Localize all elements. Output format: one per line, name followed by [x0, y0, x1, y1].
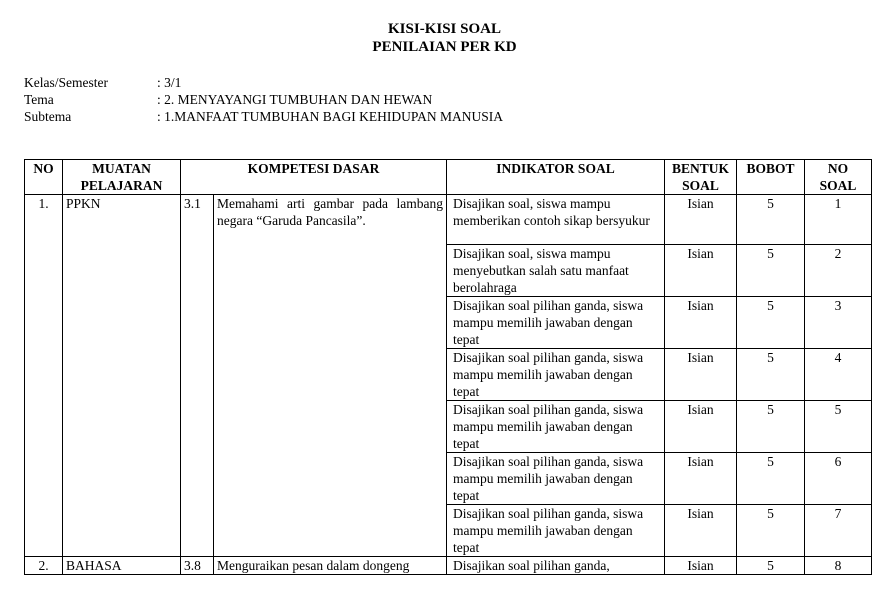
cell-kd-code: 3.8 — [181, 557, 214, 575]
header-kompetensi: KOMPETESI DASAR — [181, 160, 447, 195]
cell-bentuk: Isian — [665, 557, 737, 575]
cell-no-soal: 4 — [805, 349, 872, 401]
cell-bobot: 5 — [737, 349, 805, 401]
cell-bentuk: Isian — [665, 453, 737, 505]
header-bentuk: BENTUK SOAL — [665, 160, 737, 195]
cell-indikator: Disajikan soal, siswa mampu memberikan contoh sikap bersyukur — [447, 195, 665, 245]
cell-indikator: Disajikan soal, siswa mampu menyebutkan salah satu manfaat berolahraga — [447, 245, 665, 297]
cell-bobot: 5 — [737, 557, 805, 575]
cell-no-soal: 1 — [805, 195, 872, 245]
cell-indikator: Disajikan soal pilihan ganda, siswa mampu memilih jawaban dengan tepat — [447, 401, 665, 453]
meta-block — [24, 74, 503, 125]
meta-value: : 3/1 — [157, 75, 182, 90]
header-no-soal: NO SOAL — [805, 160, 872, 195]
cell-no-soal: 5 — [805, 401, 872, 453]
meta-label: Tema — [24, 92, 54, 107]
table-row — [25, 557, 872, 575]
cell-kd-text: Memahami arti gambar pada lambang negara “Garuda Pancasila”. — [214, 195, 447, 557]
header-no: NO — [25, 160, 63, 195]
cell-indikator: Disajikan soal pilihan ganda, siswa mampu memilih jawaban dengan tepat — [447, 505, 665, 557]
cell-bobot: 5 — [737, 401, 805, 453]
document-subtitle: PENILAIAN PER KD — [372, 39, 517, 55]
header-bobot: BOBOT — [737, 160, 805, 195]
cell-indikator: Disajikan soal pilihan ganda, siswa mampu memilih jawaban dengan tepat — [447, 297, 665, 349]
cell-bentuk: Isian — [665, 297, 737, 349]
cell-bentuk: Isian — [665, 245, 737, 297]
cell-kd-code: 3.1 — [181, 195, 214, 557]
cell-no-soal: 6 — [805, 453, 872, 505]
meta-label: Subtema — [24, 109, 72, 124]
header-muatan: MUATAN PELAJARAN — [63, 160, 181, 195]
cell-bobot: 5 — [737, 297, 805, 349]
cell-muatan: BAHASA — [63, 557, 181, 575]
cell-bentuk: Isian — [665, 349, 737, 401]
header-indikator: INDIKATOR SOAL — [447, 160, 665, 195]
cell-indikator: Disajikan soal pilihan ganda, — [447, 557, 665, 575]
cell-no-soal: 3 — [805, 297, 872, 349]
meta-row-kelas — [24, 74, 503, 91]
cell-no-soal: 8 — [805, 557, 872, 575]
cell-bobot: 5 — [737, 453, 805, 505]
cell-bentuk: Isian — [665, 505, 737, 557]
cell-bentuk: Isian — [665, 401, 737, 453]
cell-muatan: PPKN — [63, 195, 181, 557]
meta-label: Kelas/Semester — [24, 75, 108, 90]
cell-bobot: 5 — [737, 505, 805, 557]
table-header-row — [25, 160, 872, 195]
cell-no-soal: 2 — [805, 245, 872, 297]
meta-row-subtema — [24, 108, 503, 125]
cell-no: 1. — [25, 195, 63, 557]
cell-indikator: Disajikan soal pilihan ganda, siswa mampu memilih jawaban dengan tepat — [447, 453, 665, 505]
cell-bobot: 5 — [737, 195, 805, 245]
meta-value: : 2. MENYAYANGI TUMBUHAN DAN HEWAN — [157, 92, 433, 107]
cell-kd-text: Menguraikan pesan dalam dongeng — [214, 557, 447, 575]
cell-no-soal: 7 — [805, 505, 872, 557]
cell-no: 2. — [25, 557, 63, 575]
kisi-kisi-table — [24, 159, 872, 575]
meta-value: : 1.MANFAAT TUMBUHAN BAGI KEHIDUPAN MANUSIA — [157, 109, 504, 124]
document-title: KISI-KISI SOAL — [388, 21, 501, 37]
cell-indikator: Disajikan soal pilihan ganda, siswa mampu memilih jawaban dengan tepat — [447, 349, 665, 401]
cell-bobot: 5 — [737, 245, 805, 297]
cell-bentuk: Isian — [665, 195, 737, 245]
meta-row-tema — [24, 91, 503, 108]
table-row — [25, 195, 872, 245]
